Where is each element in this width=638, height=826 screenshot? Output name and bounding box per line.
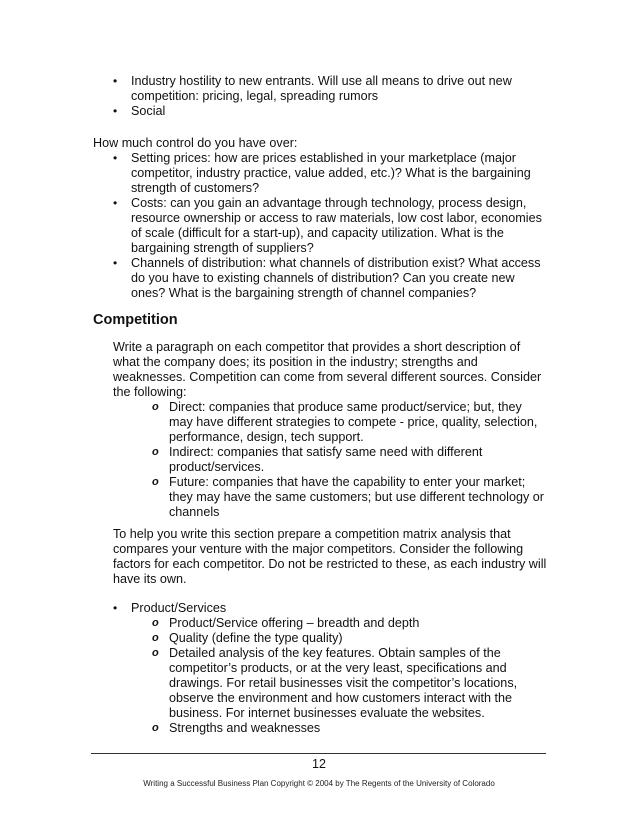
- bullet-marker: •: [113, 196, 118, 210]
- matrix-paragraph: To help you write this section prepare a competition matrix analysis that compares your venture with the major competitors. Consider the following factors for each competitor. Do not be restricted to these, as each industry will have its own.: [113, 527, 547, 586]
- bullet-text: Social: [131, 104, 166, 118]
- control-bullet-list: [113, 151, 551, 301]
- bullet-text: Setting prices: how are prices established in your marketplace (major competitor, industry practice, value added, etc.)? What is the bargaining strength of customers?: [131, 151, 531, 195]
- bullet-marker: •: [113, 601, 118, 615]
- sub-item-text: Indirect: companies that satisfy same need with different product/services.: [169, 445, 483, 474]
- sub-item: [152, 475, 549, 520]
- sub-item-text: Product/Service offering – breadth and depth: [169, 616, 420, 630]
- sub-bullet-marker: o: [152, 722, 159, 734]
- sub-item-text: Detailed analysis of the key features. Obtain samples of the competitor’s products, or at the very least, specifications and drawings. For retail businesses visit the competitor’s locations, observe the environment and how customers interact with the business. For internet businesses evaluate the websites.: [169, 646, 518, 720]
- page-number: 12: [312, 757, 326, 771]
- sub-bullet-marker: o: [152, 446, 159, 458]
- bullet-marker: •: [113, 104, 118, 118]
- product-sub-list: [152, 616, 529, 736]
- footer-copyright: Writing a Successful Business Plan Copyright © 2004 by The Regents of the University of Colorado: [143, 779, 495, 788]
- bullet-item: [113, 256, 551, 301]
- bullet-item: [113, 601, 531, 616]
- bullet-item: [113, 151, 551, 196]
- competition-intro: Write a paragraph on each competitor that provides a short description of what the company does; its position in the industry; strengths and weaknesses. Competition can come from several different sources. Consider the following:: [113, 340, 542, 399]
- sub-bullet-marker: o: [152, 476, 159, 488]
- bullet-text: Channels of distribution: what channels of distribution exist? What access do you have to existing channels of distribution? Can you create new ones? What is the bargaining strength of channel companies?: [131, 256, 541, 300]
- bullet-item: [113, 104, 551, 119]
- bullet-item: [113, 196, 551, 256]
- sub-bullet-marker: o: [152, 401, 159, 413]
- sub-item: [152, 631, 529, 646]
- sub-item-text: Quality (define the type quality): [169, 631, 343, 645]
- top-bullet-list: [113, 74, 551, 119]
- competition-sources-list: [152, 400, 549, 520]
- bullet-text: Costs: can you gain an advantage through technology, process design, resource ownership or access to raw materials, low cost labor, economies of scale (difficult for a start-up), and capacity utilization. What is the bargaining strength of suppliers?: [131, 196, 542, 255]
- sub-item: [152, 646, 529, 721]
- footer-divider: [91, 753, 546, 754]
- sub-item: [152, 445, 549, 475]
- bullet-text: Product/Services: [131, 601, 227, 615]
- sub-item: [152, 616, 529, 631]
- sub-item-text: Strengths and weaknesses: [169, 721, 321, 735]
- sub-item-text: Direct: companies that produce same product/service; but, they may have different strategies to compete - price, quality, selection, performance, design, tech support.: [169, 400, 538, 444]
- sub-bullet-marker: o: [152, 617, 159, 629]
- bullet-item: [113, 74, 551, 104]
- control-intro: How much control do you have over:: [93, 136, 298, 150]
- sub-bullet-marker: o: [152, 632, 159, 644]
- bullet-marker: •: [113, 256, 118, 270]
- sub-item: [152, 400, 549, 445]
- section-heading: Competition: [93, 312, 178, 328]
- bullet-marker: •: [113, 74, 118, 88]
- product-bullet-list: [113, 601, 531, 616]
- bullet-marker: •: [113, 151, 118, 165]
- sub-item-text: Future: companies that have the capability to enter your market; they may have the same customers; but use different technology or channels: [169, 475, 544, 519]
- bullet-text: Industry hostility to new entrants. Will use all means to drive out new competition: pricing, legal, spreading rumors: [131, 74, 512, 103]
- sub-bullet-marker: o: [152, 647, 159, 659]
- sub-item: [152, 721, 529, 736]
